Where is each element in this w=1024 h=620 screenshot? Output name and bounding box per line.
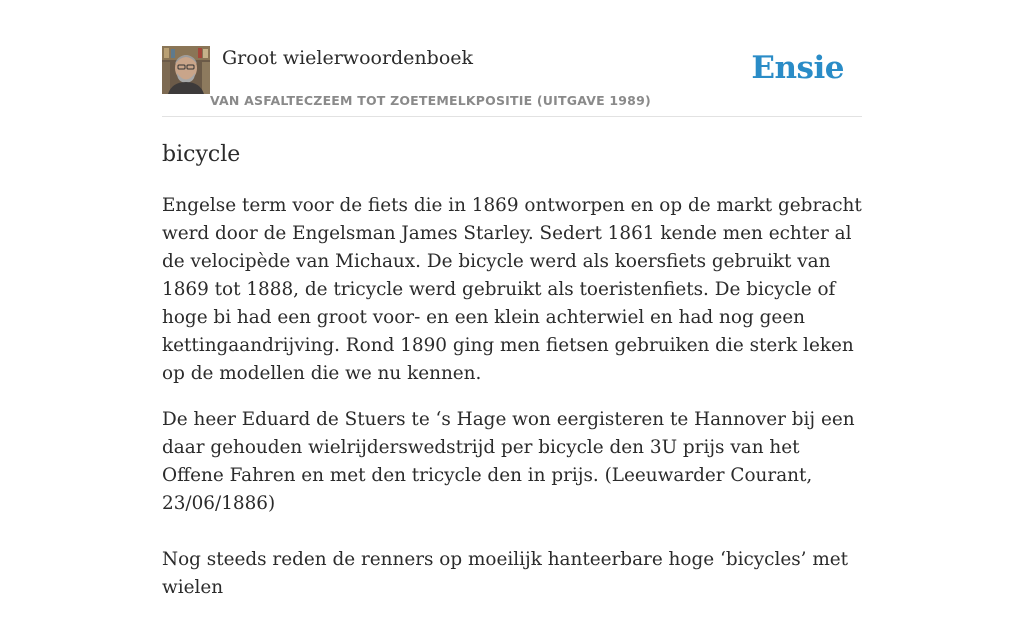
book-title[interactable]: Groot wielerwoordenboek bbox=[222, 47, 474, 69]
author-portrait-icon bbox=[162, 46, 210, 94]
entry-title: bicycle bbox=[162, 142, 241, 167]
book-header bbox=[162, 46, 862, 117]
entry-paragraph: Engelse term voor de fiets die in 1869 ontworpen en op de markt gebracht werd door de Engelsman James Starley. Sedert 1861 kende men echter al de velocipède van Michaux. De bicycle werd als koersfiets gebruikt van 1869 tot 1888, de tricycle werd gebruikt als toeristenfiets. De bicycle of hoge bi had een groot voor- en een klein achterwiel en had nog geen kettingaandrijving. Rond 1890 ging men fietsen gebruiken die sterk leken op de modellen die we nu kennen. bbox=[162, 195, 862, 384]
entry-paragraph: Nog steeds reden de renners op moeilijk hanteerbare hoge ‘bicycles’ met wielen bbox=[162, 549, 849, 598]
book-subtitle: VAN ASFALTECZEEM TOT ZOETEMELKPOSITIE (UITGAVE 1989) bbox=[210, 93, 651, 108]
brand-logo[interactable]: Ensie bbox=[751, 50, 844, 86]
avatar[interactable] bbox=[162, 46, 210, 94]
entry-body bbox=[162, 192, 864, 620]
entry-quote: De heer Eduard de Stuers te ‘s Hage won eergisteren te Hannover bij een daar gehouden wielrijderswedstrijd per bicycle den 3U prijs van het Offene Fahren en met den tricycle den in prijs. (Leeuwarder Courant, 23/06/1886) bbox=[162, 409, 855, 514]
